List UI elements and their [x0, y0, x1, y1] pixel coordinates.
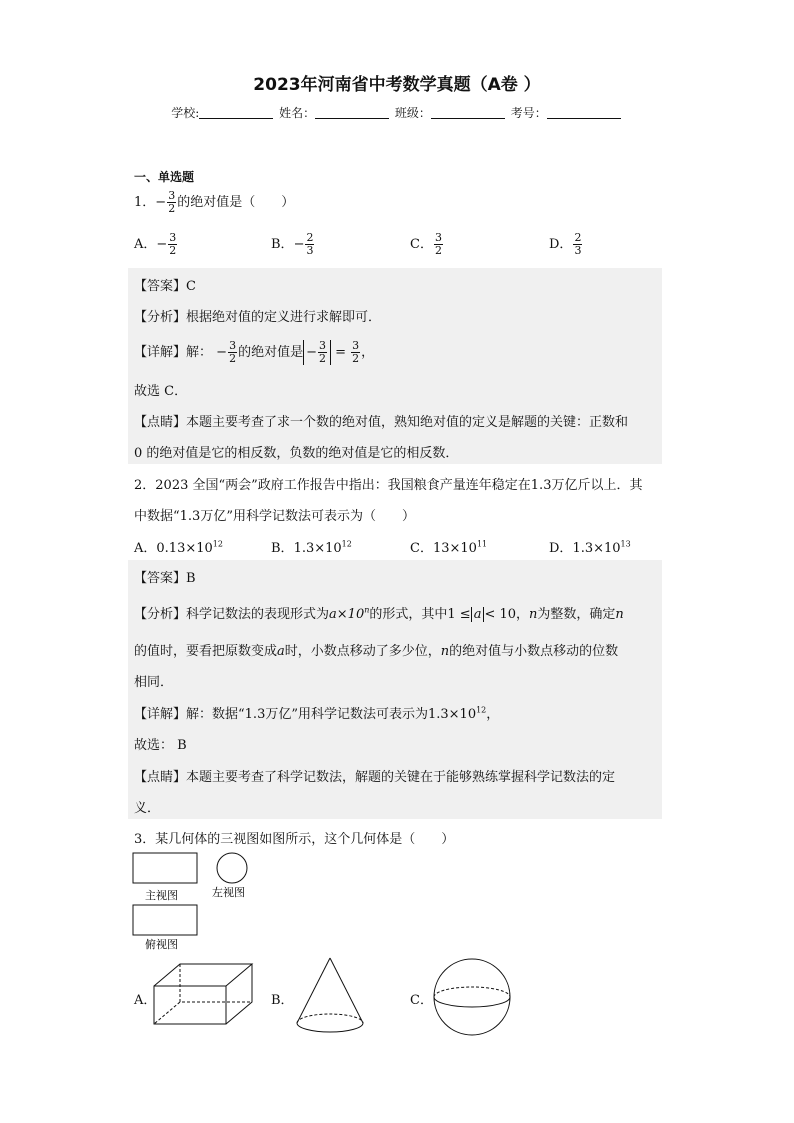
q3-stem: 3．某几何体的三视图如图所示，这个几何体是（ ）: [134, 832, 455, 847]
q2-option-b[interactable]: B．$1.3\times 10^{12}$: [271, 539, 352, 556]
class-label: 班级：: [394, 106, 431, 120]
page-title: 2023年河南省中考数学真题（A卷 ）: [253, 75, 541, 95]
three-view-diagram: [128, 848, 268, 954]
q3-option-a-label[interactable]: A．: [134, 993, 157, 1008]
school-label: 学校:: [171, 106, 200, 120]
q3-option-b-label[interactable]: B．: [271, 993, 294, 1008]
sphere-figure[interactable]: [430, 955, 514, 1039]
name-field[interactable]: [315, 106, 389, 119]
top-view-label: 俯视图: [145, 938, 178, 951]
q1-option-d[interactable]: D． $\frac{2}{3}$: [549, 231, 582, 257]
cuboid-figure[interactable]: [150, 960, 256, 1028]
q2-analysis-line2: 的值时，要看把原数变成a时，小数点移动了多少位，n的绝对值与小数点移动的位数: [134, 644, 619, 659]
left-view-circle: [217, 853, 247, 883]
q2-comment-line2: 义．: [134, 801, 161, 816]
q3-option-c-label[interactable]: C．: [410, 993, 433, 1008]
q2-stem-line1: 2．2023 全国“两会”政府工作报告中指出：我国粮食产量连年稳定在1.3万亿斤以上．其: [134, 478, 643, 493]
name-label: 姓名：: [279, 106, 316, 120]
q2-option-c[interactable]: C．$13\times 10^{11}$: [410, 539, 488, 556]
q1-answer: 【答案】C: [134, 279, 196, 294]
q2-stem-line2: 中数据“1.3万亿”用科学记数法可表示为（ ）: [134, 509, 415, 524]
q2-conclusion: 故选： B: [134, 738, 187, 753]
section-title: 一、单选题: [134, 170, 195, 184]
exam-no-label: 考号：: [510, 106, 547, 120]
front-view-label: 主视图: [145, 889, 178, 902]
class-field[interactable]: [431, 106, 505, 119]
q2-analysis-line1: 【分析】科学记数法的表现形式为$a\times 10^n$的形式，其中1 ≤ a < 10，n为整数，确定n: [134, 605, 624, 622]
q1-comment-line1: 【点睛】本题主要考查了求一个数的绝对值，熟知绝对值的定义是解题的关键：正数和: [134, 415, 629, 430]
student-info-line: [0, 104, 794, 121]
exam-no-field[interactable]: [547, 106, 621, 119]
q2-detail: 【详解】解：数据“1.3万亿”用科学记数法可表示为$1.3\times 10^{12}$，: [134, 705, 500, 722]
q1-analysis: 【分析】根据绝对值的定义进行求解即可．: [134, 310, 382, 325]
q1-solution-panel: [128, 268, 662, 464]
left-view-label: 左视图: [212, 886, 245, 899]
cone-figure[interactable]: [292, 955, 368, 1037]
q1-option-c[interactable]: C． $\frac{3}{2}$: [410, 231, 442, 257]
q1-conclusion: 故选 C．: [134, 384, 188, 399]
school-field[interactable]: [199, 106, 273, 119]
q2-comment-line1: 【点睛】本题主要考查了科学记数法，解题的关键在于能够熟练掌握科学记数法的定: [134, 770, 616, 785]
q1-detail: 【详解】解： − $\frac{3}{2}$ 的绝对值是 − $\frac{3}{2}$ = $\frac{3}{2}$ ，: [134, 339, 375, 365]
top-view-rect: [133, 905, 197, 935]
q1-stem: 1．− $\frac{3}{2}$ 的绝对值是（ ）: [134, 189, 295, 215]
q2-option-a[interactable]: A．$0.13\times 10^{12}$: [134, 539, 223, 556]
q2-analysis-line3: 相同．: [134, 675, 174, 690]
front-view-rect: [133, 853, 197, 883]
q2-option-d[interactable]: D．$1.3\times 10^{13}$: [549, 539, 631, 556]
q2-answer: 【答案】B: [134, 571, 196, 586]
q1-option-b[interactable]: B．− $\frac{2}{3}$: [271, 231, 314, 257]
q1-comment-line2: 0 的绝对值是它的相反数，负数的绝对值是它的相反数．: [134, 446, 459, 461]
q1-option-a[interactable]: A．− $\frac{3}{2}$: [134, 231, 177, 257]
